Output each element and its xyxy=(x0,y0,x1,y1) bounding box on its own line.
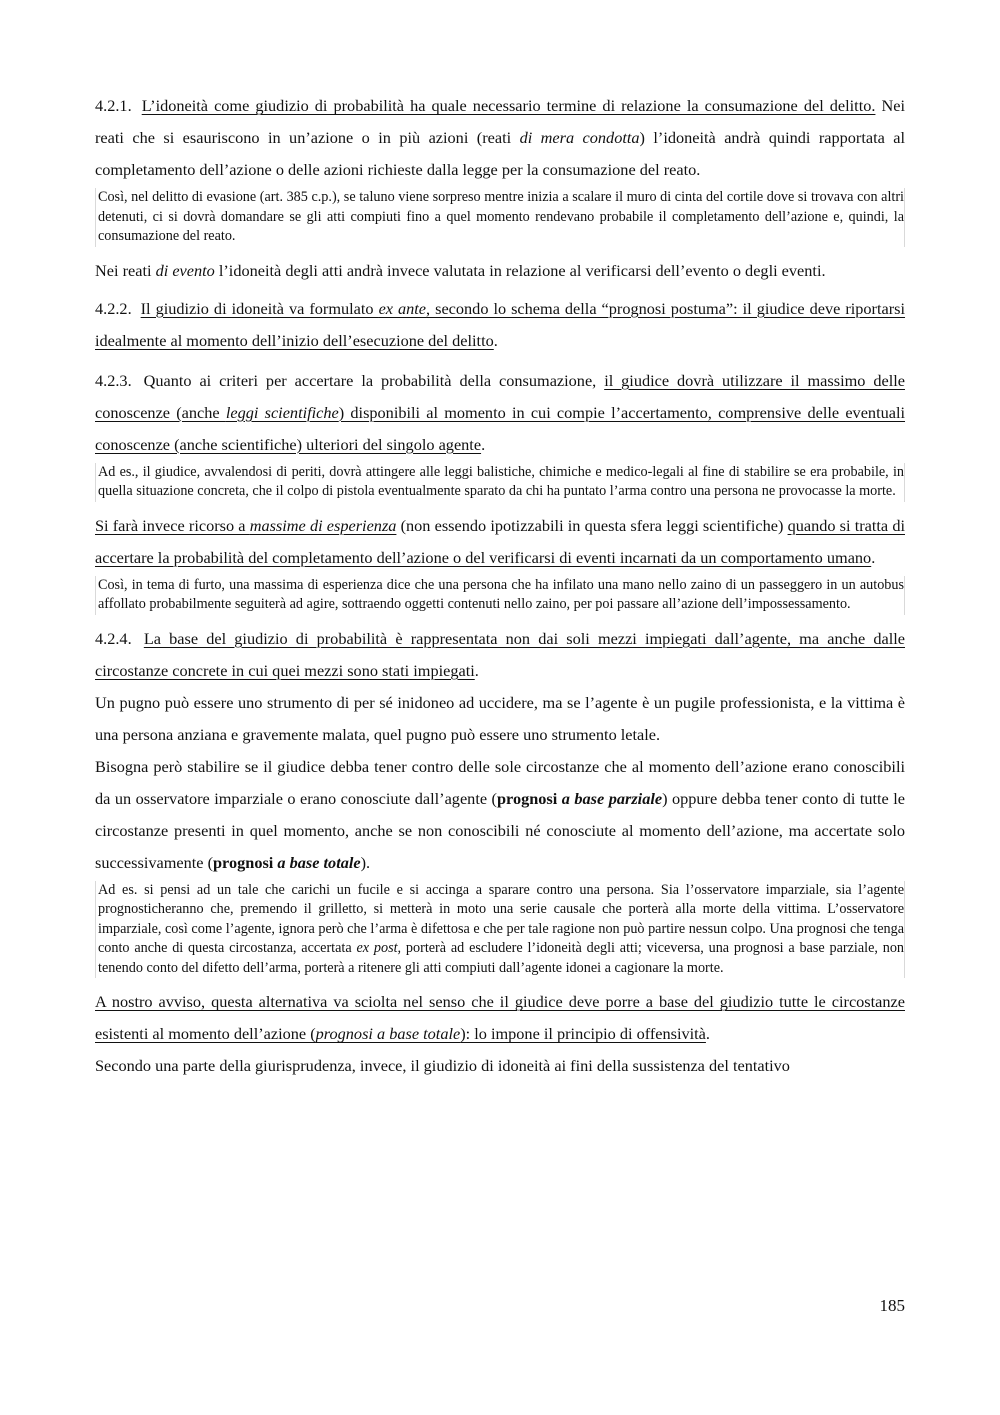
paragraph-prognosi: Bisogna però stabilire se il giudice debba tener contro delle sole circostanze che al momento dell’azione erano conoscibili da un osservatore imparziale o erano conosciute dall’agente (prognosi a base parziale) oppure debba tener conto di tutte le circostanze presenti in quel momento, anche se non conoscibili né conosciute al momento dell’azione, ma accertate solo successivamente (prognosi a base totale). xyxy=(95,756,905,872)
example-box-fucile: Ad es. si pensi ad un tale che carichi un fucile e si accinga a sparare contro una persona. Sia l’osservatore imparziale, sia l’agente prognosticheranno che, premendo il grilletto, si metterà in moto una serie causale che porterà alla morte della vittima. L’osservatore imparziale, così come l’agente, ignora però che l’arma è difettosa e che per tale ragione non può partire nessun colpo. Una prognosi che tenga conto anche di questa circostanza, accertata ex post, porterà ad escludere l’idoneità degli atti; viceversa, una prognosi a base parziale, non tenendo conto del difetto dell’arma, porterà a ritenere gli atti compiuti dall’agente idonei a cagionare la morte. xyxy=(95,881,905,979)
section-4-2-4: 4.2.4. La base del giudizio di probabilità è rappresentata non dai soli mezzi impiegati dall’agente, ma anche dalle circostanze concrete in cui quei mezzi sono stati impiegati. xyxy=(95,628,905,680)
section-4-2-3: 4.2.3. Quanto ai criteri per accertare la probabilità della consumazione, il giudice dovrà utilizzare il massimo delle conoscenze (anche leggi scientifiche) disponibili al momento in cui compie l’accertamento, comprensive delle eventuali conoscenze (anche scientifiche) ulteriori del singolo agente. xyxy=(95,370,906,454)
page-number: 185 xyxy=(879,1296,905,1315)
example-box-furto: Così, in tema di furto, una massima di esperienza dice che una persona che ha infilato una mano nello zaino di un passeggero in un autobus affollato probabilmente seguiterà ad agire, sottraendo oggetti contenuti nello zaino, per poi passare all’azione dell’impossessamento. xyxy=(95,576,905,615)
section-number: 4.2.1. xyxy=(95,96,132,115)
section-4-2-1: 4.2.1. L’idoneità come giudizio di probabilità ha quale necessario termine di relazione la consumazione del delitto. Nei reati che si esauriscono in un’azione o in più azioni (reati di mera condotta) l’idoneità andrà quindi rapportata al completamento dell’azione o delle azioni richieste dalla legge per la consumazione del reato. xyxy=(95,96,906,179)
section-number: 4.2.4. xyxy=(95,628,132,648)
paragraph-pugno: Un pugno può essere uno strumento di per sé inidoneo ad uccidere, ma se l’agente è un pugile professionista, e la vittima è una persona anziana e gravemente malata, quel pugno può essere uno strumento letale. xyxy=(95,692,905,744)
paragraph-giurisprudenza: Secondo una parte della giurisprudenza, invece, il giudizio di idoneità ai fini della sussistenza del tentativo xyxy=(95,1056,790,1075)
section-4-2-2: 4.2.2. Il giudizio di idoneità va formulato ex ante, secondo lo schema della “prognosi postuma”: il giudice deve riportarsi idealmente al momento dell’inizio dell’esecuzione del delitto. xyxy=(95,298,906,350)
section-number: 4.2.3. xyxy=(95,370,132,390)
paragraph-nostro-avviso: A nostro avviso, questa alternativa va sciolta nel senso che il giudice deve porre a base del giudizio tutte le circostanze esistenti al momento dell’azione (prognosi a base totale): lo impone il principio di offensività. xyxy=(95,992,905,1043)
section-heading: L’idoneità come giudizio di probabilità ha quale necessario termine di relazione la consumazione del delitto. xyxy=(141,96,876,115)
section-number: 4.2.2. xyxy=(95,298,132,318)
paragraph-reati-evento: Nei reati di evento l’idoneità degli atti andrà invece valutata in relazione al verificarsi dell’evento o degli eventi. xyxy=(95,260,826,280)
example-box-periti: Ad es., il giudice, avvalendosi di periti, dovrà attingere alle leggi balistiche, chimiche e medico-legali al fine di stabilire se era probabile, in quella situazione concreta, che il colpo di pistola eventualmente sparato da chi ha puntato l’arma contro una persona ne provocasse la morte. xyxy=(95,463,905,502)
page-body xyxy=(95,90,905,1082)
example-box-evasione: Così, nel delitto di evasione (art. 385 c.p.), se taluno viene sorpreso mentre inizia a scalare il muro di cinta del cortile dove si trovava con altri detenuti, ci si dovrà domandare se gli atti compiuti fino a quel momento rendevano probabile il completamento dell’azione e, quindi, la consumazione del reato. xyxy=(95,188,905,247)
paragraph-massime-esperienza: Si farà invece ricorso a massime di esperienza (non essendo ipotizzabili in questa sfera leggi scientifiche) quando si tratta di accertare la probabilità del completamento dell’azione o del verificarsi di eventi incarnati da un comportamento umano. xyxy=(95,515,905,567)
